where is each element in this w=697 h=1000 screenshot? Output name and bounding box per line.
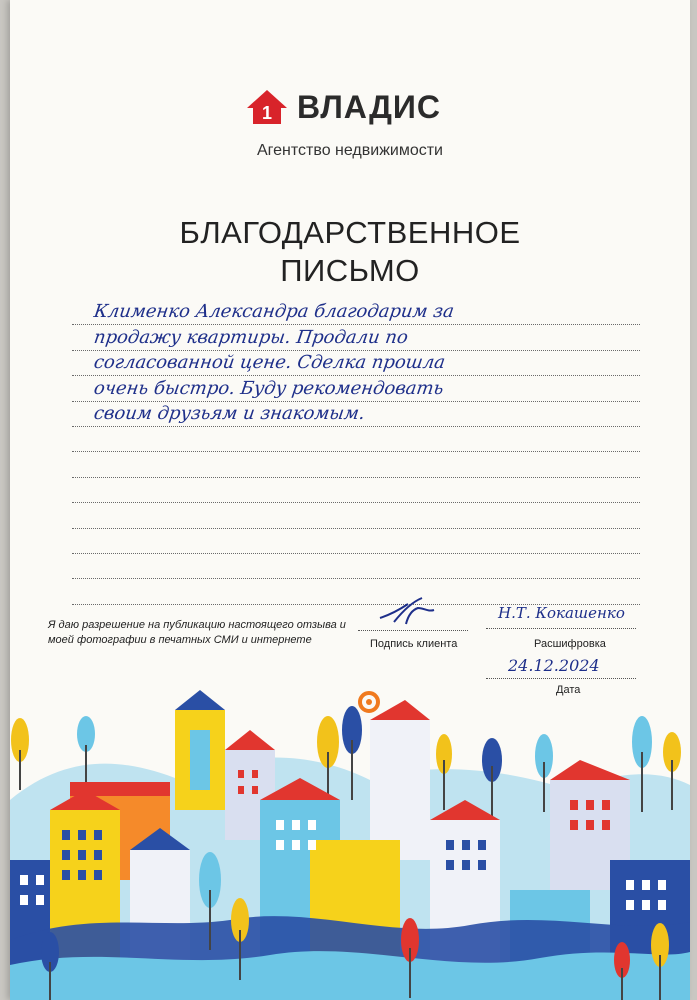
handwritten-text: своим друзьям и знакомым. [92, 402, 367, 424]
house-logo-icon [245, 88, 289, 126]
signature-line [358, 630, 468, 631]
signature-label: Подпись клиента [370, 638, 458, 650]
date-handwritten: 24.12.2024 [508, 656, 600, 675]
letter-line [72, 351, 640, 376]
letter-line [72, 376, 640, 401]
brand-logo [245, 88, 441, 126]
letter-line [72, 503, 640, 528]
letter-line [72, 325, 640, 350]
letter-line [72, 579, 640, 604]
title-line-1: БЛАГОДАРСТВЕННОЕ [179, 215, 521, 250]
city-illustration [10, 690, 690, 1000]
letter-line [72, 402, 640, 427]
name-label: Расшифровка [534, 638, 606, 650]
handwritten-text: согласованной цене. Сделка прошла [92, 352, 447, 374]
letter-line [72, 300, 640, 325]
consent-text: Я даю разрешение на публикацию настоящего отзыва и моей фотографии в печатных СМИ и интернете [48, 619, 346, 646]
title-line-2: ПИСЬМО [280, 253, 420, 288]
handwritten-text: Клименко Александра благодарим за [92, 301, 456, 323]
handwritten-text: продажу квартиры. Продали по [92, 326, 410, 348]
letter-body [72, 300, 640, 605]
date-line [486, 678, 636, 679]
brand-name: ВЛАДИС [297, 88, 441, 125]
letter-line [72, 529, 640, 554]
letter-line [72, 452, 640, 477]
letter-line [72, 478, 640, 503]
document-title [10, 214, 690, 290]
date-label: Дата [556, 684, 581, 696]
letter-sheet [10, 0, 690, 1000]
name-line [486, 628, 636, 629]
letter-line [72, 554, 640, 579]
handwritten-text: очень быстро. Буду рекомендовать [92, 377, 445, 399]
logo-digit: 1 [261, 103, 273, 123]
brand-tagline: Агентство недвижимости [257, 142, 443, 159]
letter-line [72, 427, 640, 452]
client-name-handwritten: Н.Т. Кокашенко [498, 604, 625, 622]
client-signature [372, 594, 442, 630]
